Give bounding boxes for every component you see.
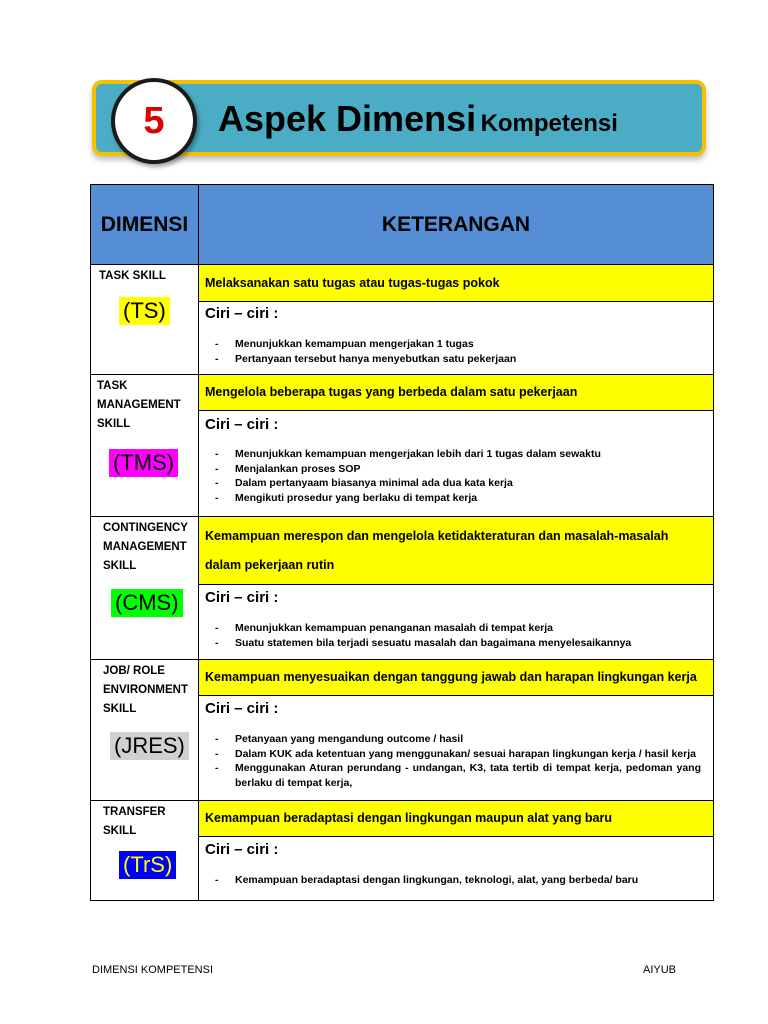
ciri-list bbox=[205, 873, 701, 888]
dimension-description: Kemampuan menyesuaikan dengan tanggung jawab dan harapan lingkungan kerja bbox=[199, 660, 713, 696]
title-sub: Kompetensi bbox=[480, 110, 618, 137]
dimension-cell bbox=[91, 801, 199, 900]
table-row bbox=[91, 516, 713, 659]
dimension-name: TASK MANAGEMENT SKILL bbox=[97, 380, 181, 430]
footer-left: DIMENSI KOMPETENSI bbox=[92, 964, 214, 976]
ciri-label: Ciri – ciri : bbox=[205, 416, 279, 433]
dimension-cell bbox=[91, 660, 199, 800]
ciri-list bbox=[205, 732, 701, 790]
list-item: - Menunjukkan kemampuan mengerjakan lebih dari 1 tugas dalam sewaktu bbox=[205, 447, 701, 462]
page-title bbox=[218, 96, 618, 142]
list-item: - Dalam pertanyaam biasanya minimal ada dua kata kerja bbox=[205, 476, 701, 491]
table-row bbox=[91, 374, 713, 516]
dimension-cell bbox=[91, 375, 199, 516]
header-dimensi: DIMENSI bbox=[91, 185, 199, 264]
dimension-name: JOB/ ROLE ENVIRONMENT SKILL bbox=[103, 665, 188, 715]
dimension-description: Kemampuan beradaptasi dengan lingkungan maupun alat yang baru bbox=[199, 801, 713, 837]
list-item: - Menunjukkan kemampuan penanganan masalah di tempat kerja bbox=[205, 621, 701, 636]
ciri-label: Ciri – ciri : bbox=[205, 841, 279, 858]
dimension-name: TRANSFER SKILL bbox=[103, 806, 166, 837]
dimension-description: Melaksanakan satu tugas atau tugas-tugas pokok bbox=[199, 265, 713, 302]
footer-right: AIYUB bbox=[643, 964, 677, 976]
dimension-table bbox=[90, 184, 714, 901]
dimension-abbr: (TrS) bbox=[119, 851, 176, 879]
title-main: Aspek Dimensi bbox=[218, 98, 477, 139]
dimension-name: CONTINGENCY MANAGEMENT SKILL bbox=[103, 522, 188, 572]
list-item: - Kemampuan beradaptasi dengan lingkungan, teknologi, alat, yang berbeda/ baru bbox=[205, 873, 701, 888]
list-item: - Suatu statemen bila terjadi sesuatu masalah dan bagaimana menyelesaikannya bbox=[205, 636, 701, 651]
list-item: - Petanyaan yang mengandung outcome / hasil bbox=[205, 732, 701, 747]
dimension-description: Kemampuan merespon dan mengelola ketidakteraturan dan masalah-masalah dalam pekerjaan rutin bbox=[199, 517, 713, 585]
ciri-label: Ciri – ciri : bbox=[205, 589, 279, 606]
list-item: - Dalam KUK ada ketentuan yang menggunakan/ sesuai harapan lingkungan kerja / hasil kerja bbox=[205, 747, 701, 762]
dimension-name: TASK SKILL bbox=[99, 270, 166, 282]
dimension-abbr: (CMS) bbox=[111, 589, 183, 617]
table-row bbox=[91, 800, 713, 900]
list-item: - Menjalankan proses SOP bbox=[205, 462, 701, 477]
list-item: - Mengikuti prosedur yang berlaku di tempat kerja bbox=[205, 491, 701, 506]
ciri-label: Ciri – ciri : bbox=[205, 700, 279, 717]
dimension-abbr: (JRES) bbox=[110, 732, 189, 760]
header-keterangan: KETERANGAN bbox=[199, 185, 713, 264]
ciri-list bbox=[205, 447, 701, 505]
table-row bbox=[91, 659, 713, 800]
ciri-label: Ciri – ciri : bbox=[205, 305, 279, 322]
dimension-abbr: (TS) bbox=[119, 297, 170, 325]
table-row bbox=[91, 264, 713, 374]
dimension-cell bbox=[91, 265, 199, 374]
dimension-cell bbox=[91, 517, 199, 659]
list-item: - Menunjukkan kemampuan mengerjakan 1 tugas bbox=[205, 337, 701, 352]
list-item: - Menggunakan Aturan perundang - undangan, K3, tata tertib di tempat kerja, pedoman yang berlaku di tempat kerja, bbox=[205, 761, 701, 790]
dimension-description: Mengelola beberapa tugas yang berbeda dalam satu pekerjaan bbox=[199, 375, 713, 411]
list-item: - Pertanyaan tersebut hanya menyebutkan satu pekerjaan bbox=[205, 352, 701, 367]
section-number-badge: 5 bbox=[111, 78, 197, 164]
ciri-list bbox=[205, 337, 701, 366]
dimension-abbr: (TMS) bbox=[109, 449, 178, 477]
ciri-list bbox=[205, 621, 701, 650]
